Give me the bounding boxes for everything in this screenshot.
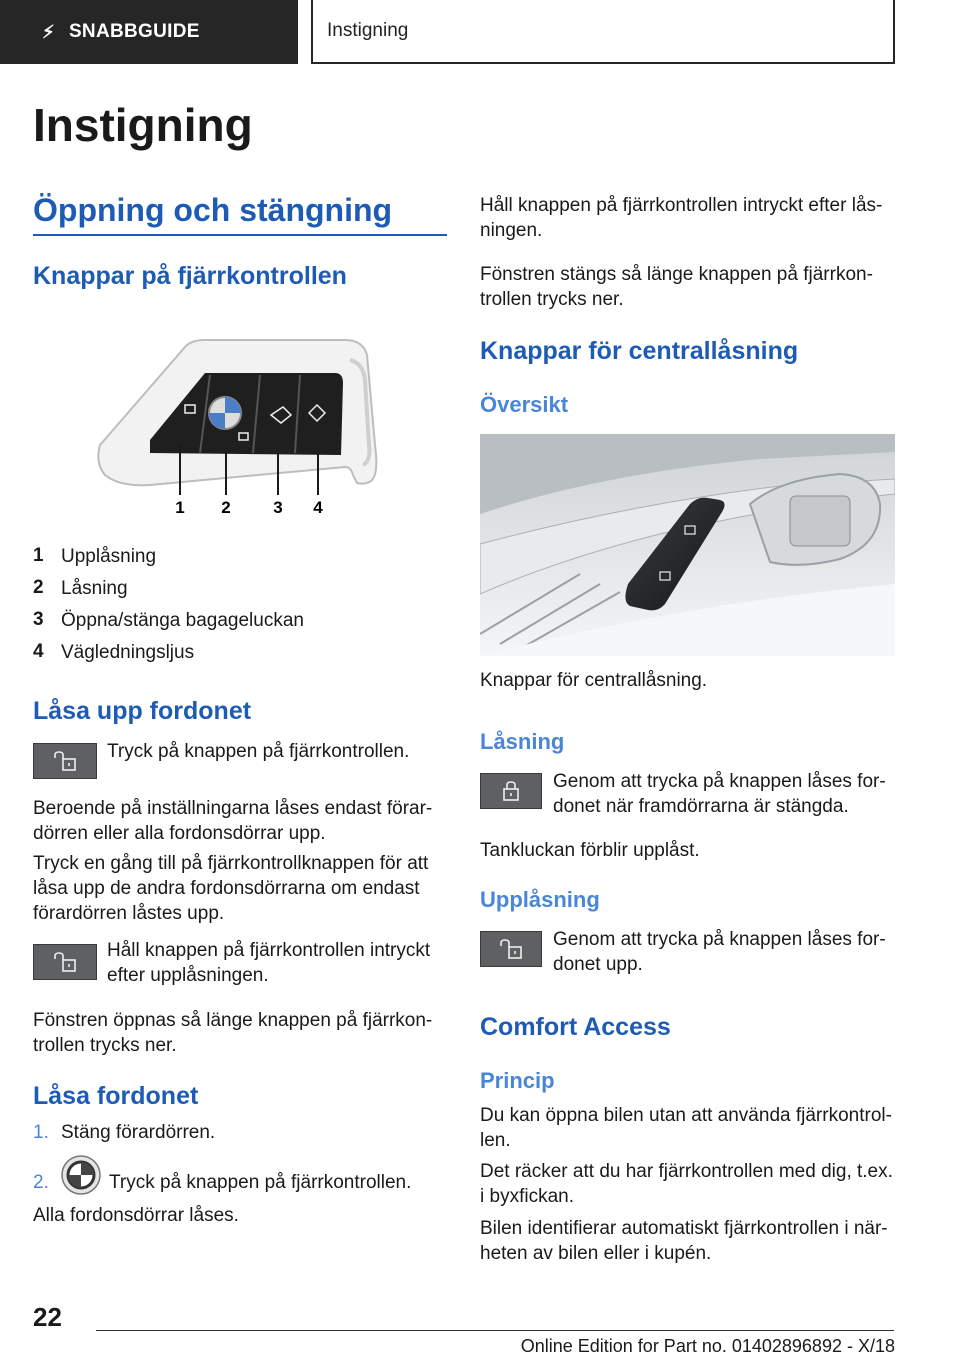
text-line: Genom att trycka på knappen låses for- [553, 929, 886, 950]
unlock-instruction: Tryck på knappen på fjärrkontrollen. [107, 741, 410, 762]
text-line: Fönstren öppnas så länge knappen på fjärrkon- [33, 1010, 433, 1031]
text-line: trollen trycks ner. [480, 289, 624, 310]
legend-item [33, 572, 304, 604]
text-line: efter upplåsningen. [107, 965, 269, 986]
quick-guide-tab[interactable] [0, 0, 298, 64]
section-title: Öppning och stängning [33, 192, 393, 228]
unlock-windows-text [33, 1008, 432, 1058]
quick-guide-tab-label: SNABBGUIDE [68, 21, 200, 42]
text-line: låsa upp de andra fordonsdörrarna om endast [33, 878, 420, 899]
text-line: Bilen identifierar automatiskt fjärrkontrollen i när- [480, 1218, 888, 1239]
lock-step [33, 1170, 411, 1195]
unlocking-title: Upplåsning [480, 887, 600, 912]
legend-label: Öppna/stänga bagageluckan [61, 609, 304, 631]
legend-number: 2 [33, 577, 44, 598]
text-line: Fönstren stängs så länge knappen på fjärrkon- [480, 264, 873, 285]
lock-hold-text [480, 193, 882, 243]
legend-label: Vägledningsljus [61, 641, 195, 663]
legend-item [33, 636, 304, 668]
door-panel-photo [480, 434, 895, 656]
text-line: dörren eller alla fordonsdörrar upp. [33, 823, 326, 844]
locking-title: Låsning [480, 729, 565, 754]
text-line: donet upp. [553, 954, 643, 975]
lock-result: Alla fordonsdörrar låses. [33, 1205, 239, 1226]
callout-3: 3 [273, 498, 283, 517]
section-rule [33, 234, 447, 236]
text-line: Genom att trycka på knappen låses for- [553, 771, 886, 792]
legend-label: Låsning [61, 577, 128, 599]
unlock-central-icon [480, 931, 542, 967]
key-legend [33, 540, 304, 668]
principle-title: Princip [480, 1068, 555, 1093]
step-text: Stäng förardörren. [61, 1122, 216, 1143]
legend-item [33, 540, 304, 572]
lock-step [33, 1120, 215, 1145]
step-number: 1. [33, 1122, 49, 1143]
step-number: 2. [33, 1172, 49, 1193]
unlock-paragraph-2 [33, 851, 428, 926]
unlocking-text [553, 927, 886, 977]
locking-text [553, 769, 886, 819]
section-tab-label: Instigning [327, 20, 409, 41]
text-line: i byxfickan. [480, 1186, 574, 1207]
comfort-access-title: Comfort Access [480, 1013, 671, 1041]
lock-windows-text [480, 262, 873, 312]
principle-paragraph-3 [480, 1216, 888, 1266]
photo-caption: Knappar för centrallåsning. [480, 670, 708, 691]
page-title: Instigning [33, 99, 253, 151]
text-line: ningen. [480, 220, 543, 241]
lock-title: Låsa fordonet [33, 1082, 199, 1110]
principle-paragraph-2 [480, 1159, 893, 1209]
text-line: Du kan öppna bilen utan att använda fjärrkontrol- [480, 1105, 892, 1126]
text-line: Det räcker att du har fjärrkontrollen med dig, t.ex. [480, 1161, 893, 1182]
text-line: förardörren låstes upp. [33, 903, 225, 924]
text-line: donet när framdörrarna är stängda. [553, 796, 849, 817]
unlock-title: Låsa upp fordonet [33, 697, 252, 725]
unlock-hold-icon [33, 944, 97, 980]
central-locking-title: Knappar för centrallåsning [480, 337, 799, 365]
tank-text: Tankluckan förblir upplåst. [480, 840, 700, 861]
legend-number: 4 [33, 641, 44, 662]
unlock-hold-text [107, 938, 430, 988]
key-fob-illustration [95, 335, 385, 525]
callout-1: 1 [175, 498, 185, 517]
principle-paragraph-1 [480, 1103, 892, 1153]
lightning-icon: ⚡︎ [42, 21, 55, 42]
unlock-paragraph-1 [33, 796, 432, 846]
legend-item [33, 604, 304, 636]
edition-text: Online Edition for Part no. 01402896892 - X/18 [520, 1336, 895, 1356]
bmw-logo-icon [61, 1155, 101, 1195]
overview-title: Översikt [480, 392, 569, 417]
section-tab[interactable] [311, 0, 895, 64]
page-number: 22 [33, 1302, 62, 1332]
text-line: heten av bilen eller i kupén. [480, 1243, 712, 1264]
text-line: len. [480, 1130, 511, 1151]
footer-rule [96, 1330, 894, 1331]
legend-number: 3 [33, 609, 44, 630]
text-line: Håll knappen på fjärrkontrollen intryckt efter lås- [480, 195, 883, 216]
callout-4: 4 [313, 498, 323, 517]
lock-button-icon [480, 773, 542, 809]
subsection-title: Knappar på fjärrkontrollen [33, 262, 347, 290]
callout-2: 2 [221, 498, 231, 517]
legend-number: 1 [33, 545, 44, 566]
legend-label: Upplåsning [61, 545, 157, 567]
text-line: Beroende på inställningarna låses endast förar- [33, 798, 433, 819]
step-text: Tryck på knappen på fjärrkontrollen. [109, 1172, 412, 1193]
unlock-button-icon [33, 743, 97, 779]
text-line: Tryck en gång till på fjärrkontrollknappen för att [33, 853, 429, 874]
text-line: Håll knappen på fjärrkontrollen intryckt [107, 940, 431, 961]
text-line: trollen trycks ner. [33, 1035, 177, 1056]
